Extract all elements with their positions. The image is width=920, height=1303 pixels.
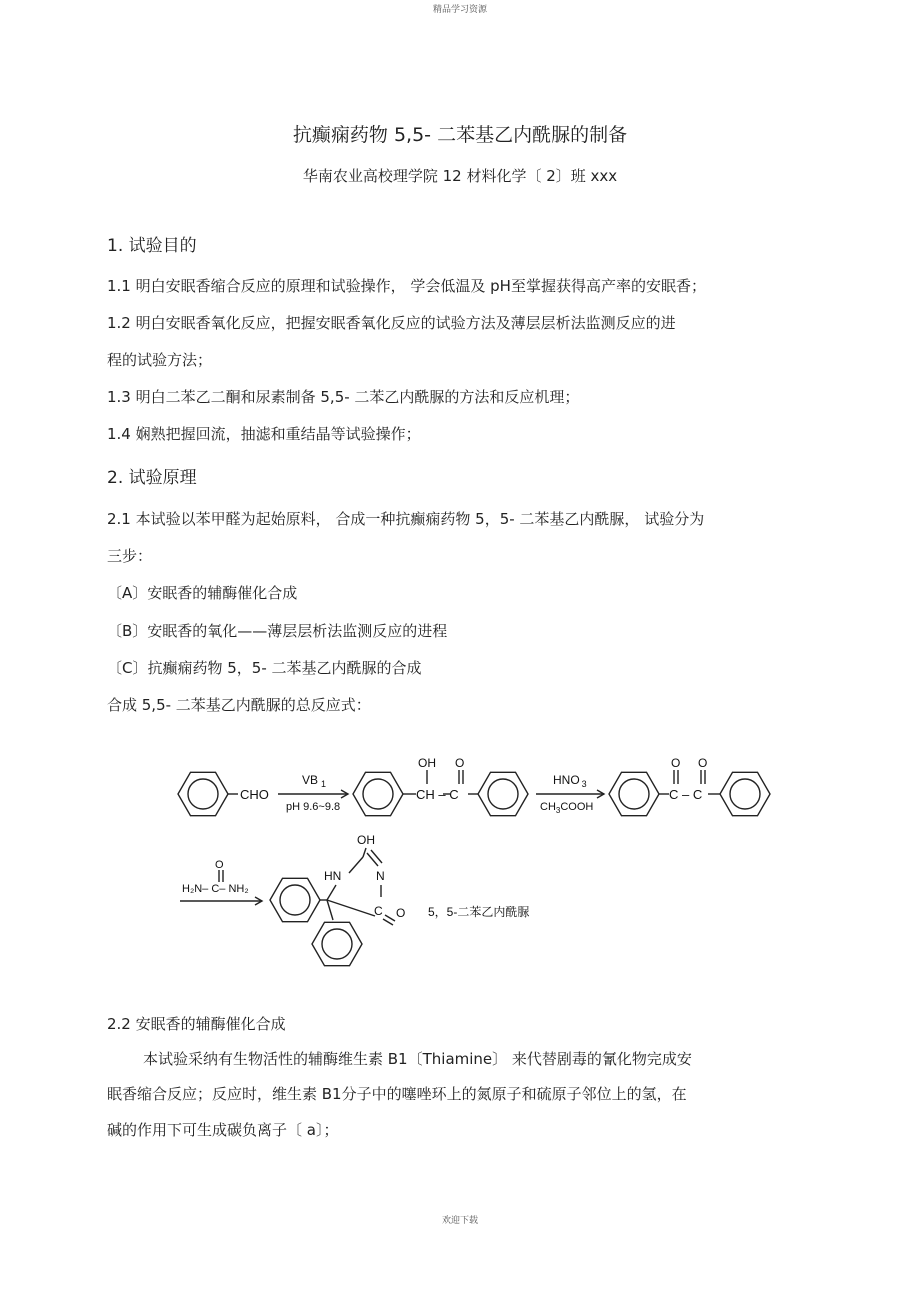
page-header: 精品学习资源 (432, 5, 487, 15)
hydantoin-o: O (396, 906, 406, 920)
section-2-heading: 2. 试验原理 (107, 468, 197, 488)
hydantoin-n: N (376, 869, 385, 883)
reagent-2-bottom: $CH_3COOH$ (540, 801, 594, 815)
section-1-item: 1.3 明白二苯乙二酮和尿素制备 5,5- 二苯乙内酰脲的方法和反应机理； (107, 388, 580, 406)
section-1-item: 程的试验方法； (107, 351, 213, 369)
section-1-item: 1.1 明白安眠香缩合反应的原理和试验操作， 学会低温及 pH至掌握获得高产率的安眠香； (107, 277, 706, 295)
section-1-heading: 1. 试验目的 (107, 236, 197, 256)
section-1-item: 1.2 明白安眠香氧化反应，把握安眠香氧化反应的试验方法及薄层层析法监测反应的进 (107, 314, 676, 332)
scheme-o-left: O (671, 756, 681, 770)
section-2-line: 〔B〕安眠香的氧化——薄层层析法监测反应的进程 (107, 622, 448, 640)
scheme-carbonyl-o: O (455, 756, 465, 770)
section-2-2-line: 眠香缩合反应；反应时，维生素 B1分子中的噻唑环上的氮原子和硫原子邻位上的氢，在 (107, 1085, 687, 1103)
section-1-item: 1.4 娴熟把握回流，抽滤和重结晶等试验操作； (107, 425, 421, 443)
scheme-ch-c: CH – C (416, 787, 459, 802)
product-name: 5，5-二苯乙内酰脲 (428, 905, 530, 919)
section-2-2-line: 碱的作用下可生成碳负离子〔 a〕； (107, 1121, 339, 1139)
section-2-2-line: 本试验采纳有生物活性的辅酶维生素 B1〔Thiamine〕 来代替剧毒的氰化物完成安 (143, 1050, 692, 1068)
urea-formula: H₂N– C– NH₂ (182, 883, 249, 895)
reaction-scheme (0, 740, 920, 980)
section-2-line: 〔A〕安眠香的辅酶催化合成 (107, 584, 298, 602)
hydantoin-c: C (374, 904, 383, 918)
scheme-oh: OH (418, 756, 436, 770)
scheme-o-right: O (698, 756, 708, 770)
scheme-cho: CHO (240, 787, 269, 802)
hydantoin-oh: OH (357, 833, 375, 847)
section-2-line: 三步： (107, 547, 153, 565)
section-2-2-heading: 2.2 安眠香的辅酶催化合成 (107, 1015, 286, 1033)
scheme-c-c: C – C (669, 787, 703, 802)
section-2-line: 〔C〕抗癫痫药物 5，5- 二苯基乙内酰脲的合成 (107, 659, 422, 677)
reagent-1-top: VB $_1$ (302, 773, 327, 789)
document-title: 抗癫痫药物 5,5- 二苯基乙内酰脲的制备 (292, 124, 628, 146)
hydantoin-hn: HN (324, 869, 342, 883)
reagent-1-bottom: pH 9.6~9.8 (286, 801, 341, 813)
urea-o: O (215, 859, 224, 871)
document-subtitle: 华南农业高校理学院 12 材料化学〔 2〕班 xxx (302, 167, 618, 185)
reagent-2-top: HNO $_3$ (553, 773, 587, 789)
section-2-line: 合成 5,5- 二苯基乙内酰脲的总反应式： (107, 696, 371, 714)
section-2-line: 2.1 本试验以苯甲醛为起始原料， 合成一种抗癫痫药物 5，5- 二苯基乙内酰脲， 试验分为 (107, 510, 705, 528)
page-footer: 欢迎下载 (441, 1216, 478, 1226)
